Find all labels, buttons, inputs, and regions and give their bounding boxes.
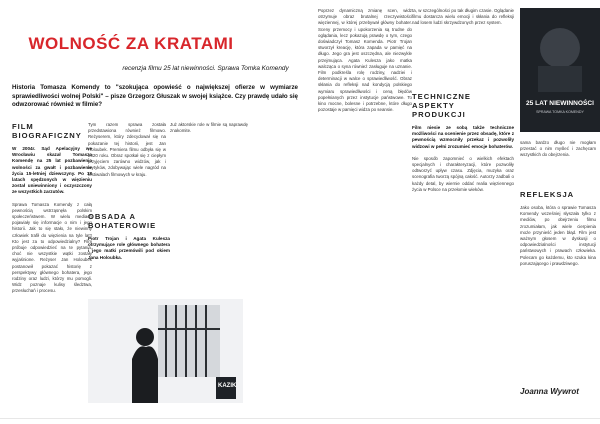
poster-title: 25 LAT NIEWINNOŚCI (525, 100, 595, 107)
article-lead: Historia Tomasza Komendy to "szokująca opowieść o największej ofierze w wymiarze sprawiedliwości wolnej Polski" – pisze Grzegorz Głuszak w swojej książce. Czy prawdę udało się odwzorować również w filmie? (12, 84, 298, 109)
photo-label: KAZIK (218, 383, 237, 389)
col4-top-body: ta, w szczególności po tak długim czasie. Oglądanie filmu dostarcza wielu emocji i skłania do refleksji nad losem ludzi skrzywdzonych przez system. (412, 8, 514, 26)
right-column-body: Poprzez dynamiczną zmianę scen, widz otrzymuje obraz brutalnej rzeczywistości więziennej, w której przebywał główny bohater. Sceny przemocy i upokorzenia są trudne do oglądania, lecz pokazują prawdę o tym, czego doświadczył Tomasz Komenda. Piotr Trojan stworzył kreację, która zapada w pamięć na długo. Jego gra jest oszczędna, ale niezwykle przejmująca. Agata Kulesza jako matka walcząca o syna również zasługuje na uznanie. Film podkreśla rolę rodziny, nadziei i determinacji w walce o sprawiedliwość. Obraz skłania do refleksji nad kondycją polskiego wymiaru sprawiedliwości i ceną błędów popełnianych przez instytucje państwowe. To kino mocne, bolesne i potrzebne, które długo pozostaje w pamięci widza po seansie. (318, 8, 412, 113)
article-subtitle: recenzja filmu 25 lat niewinności. Sprawa Tomka Komendy (122, 65, 289, 72)
col5-top (520, 140, 596, 159)
techniczne-heading-1: TECHNICZNE (412, 92, 471, 101)
film-bio-intro: W 2004r. Sąd Apelacyjny we Wrocławiu skazał Tomasza Komendę na 25 lat pozbawienia wolności za gwałt i pozbawienie życia 15-letniej dziewczyny. Po 18 latach spędzonych w więzieniu został uniewinniony i oczyszczony ze wszystkich zarzutów. (12, 146, 92, 195)
center-top-body: Tym razem sprawa została przedstawiona również filmowo. Reżyserem, który zdecydował się na pokazanie tej historii, jest Jan Holoubek. Premiera filmu odbyła się w 2020 roku. Obraz spotkał się z ciepłym przyjęciem zarówno widzów, jak i krytyków, zdobywając wiele nagród na festiwalach filmowych w kraju. (88, 122, 166, 177)
obsada-section (88, 212, 170, 261)
col5-top-body: sama bardzo długo nie mogłam przestać o nim myśleć i zachęcam wszystkich do obejrzenia. (520, 140, 596, 158)
col4-top (412, 8, 514, 27)
obsada-heading-1: OBSADA A (88, 212, 136, 221)
techniczne-section (412, 92, 514, 193)
obsada-continuation-body: Już aktorskie role w filmie są naprawdę znakomite. (170, 122, 248, 134)
article-title: WOLNOŚĆ ZA KRATAMI (28, 34, 234, 53)
right-column (318, 8, 412, 113)
film-bio-body: Sprawa Tomasza Komendy z całą pewnością wstrząsnęła polskim społeczeństwem. W wielu mediach pojawiały się informacje o nim i jego historii. Jak to się stało, że niewinny człowiek trafił do więzienia na tyle lat? Kto jest za to odpowiedzialny? Film próbuje odpowiedzieć na te pytania, choć nie wszystkie wątki zostały wyjaśnione. Reżyser Jan Holoubek postanowił pokazać historię z perspektywy głównego bohatera, jego rodziny oraz ludzi, którzy mu pomogli. Widz poznaje kulisy śledztwa, przesłuchań i procesu. (12, 201, 92, 294)
film-bio-heading-1: FILM (12, 122, 34, 131)
techniczne-body: Nie sposób zapomnieć o wielkich efektach specjalnych i charakteryzacji, które pozwoliły odtworzyć upływ czasu. Zdjęcia, muzyka oraz scenografia tworzą spójną całość. Autorzy zadbali o każdy detal, by wiernie oddać realia więziennego życia w Polsce na przełomie wieków. (412, 155, 514, 192)
techniczne-heading-3: PRODUKCJI (412, 110, 466, 119)
film-poster (520, 8, 600, 132)
footer-divider (0, 418, 600, 419)
author-signature: Joanna Wywrot (520, 387, 579, 396)
center-top-text (88, 122, 166, 178)
refleksja-section (520, 190, 596, 267)
refleksja-body: Jako osoba, która o sprawie Tomasza Komendy wcześniej słyszała tylko z mediów, po obejrzeniu filmu zrozumiałam, jak wiele cierpienia może przynieść jeden błąd. Film jest ważnym głosem w dyskusji o odpowiedzialności instytucji państwowych i prawach człowieka. Polecam go każdemu, kto szuka kina poruszającego i prawdziwego. (520, 205, 596, 266)
techniczne-heading-2: ASPEKTY (412, 101, 455, 110)
refleksja-heading: REFLEKSJA (520, 190, 575, 199)
obsada-continuation (170, 122, 248, 134)
film-bio-section (12, 122, 92, 295)
poster-subtitle: SPRAWA TOMKA KOMENDY (536, 110, 584, 114)
film-bio-heading-2: BIOGRAFICZNY (12, 131, 82, 140)
film-still-photo (88, 299, 243, 403)
obsada-heading-2: BOHATEROWIE (88, 221, 157, 230)
obsada-intro: Piotr Trojan i Agata Kulesza otrzymujące role głównego bohatera i jego matki przemówili pod okiem Jana Holoubka. (88, 236, 170, 260)
techniczne-intro: Film niesie ze sobą także techniczne możliwości na ocenienie przez obsadę, które z pewnością wzmocniły przekaz i pozwoliły widzowi w pełni zrozumieć emocje bohaterów. (412, 125, 514, 149)
